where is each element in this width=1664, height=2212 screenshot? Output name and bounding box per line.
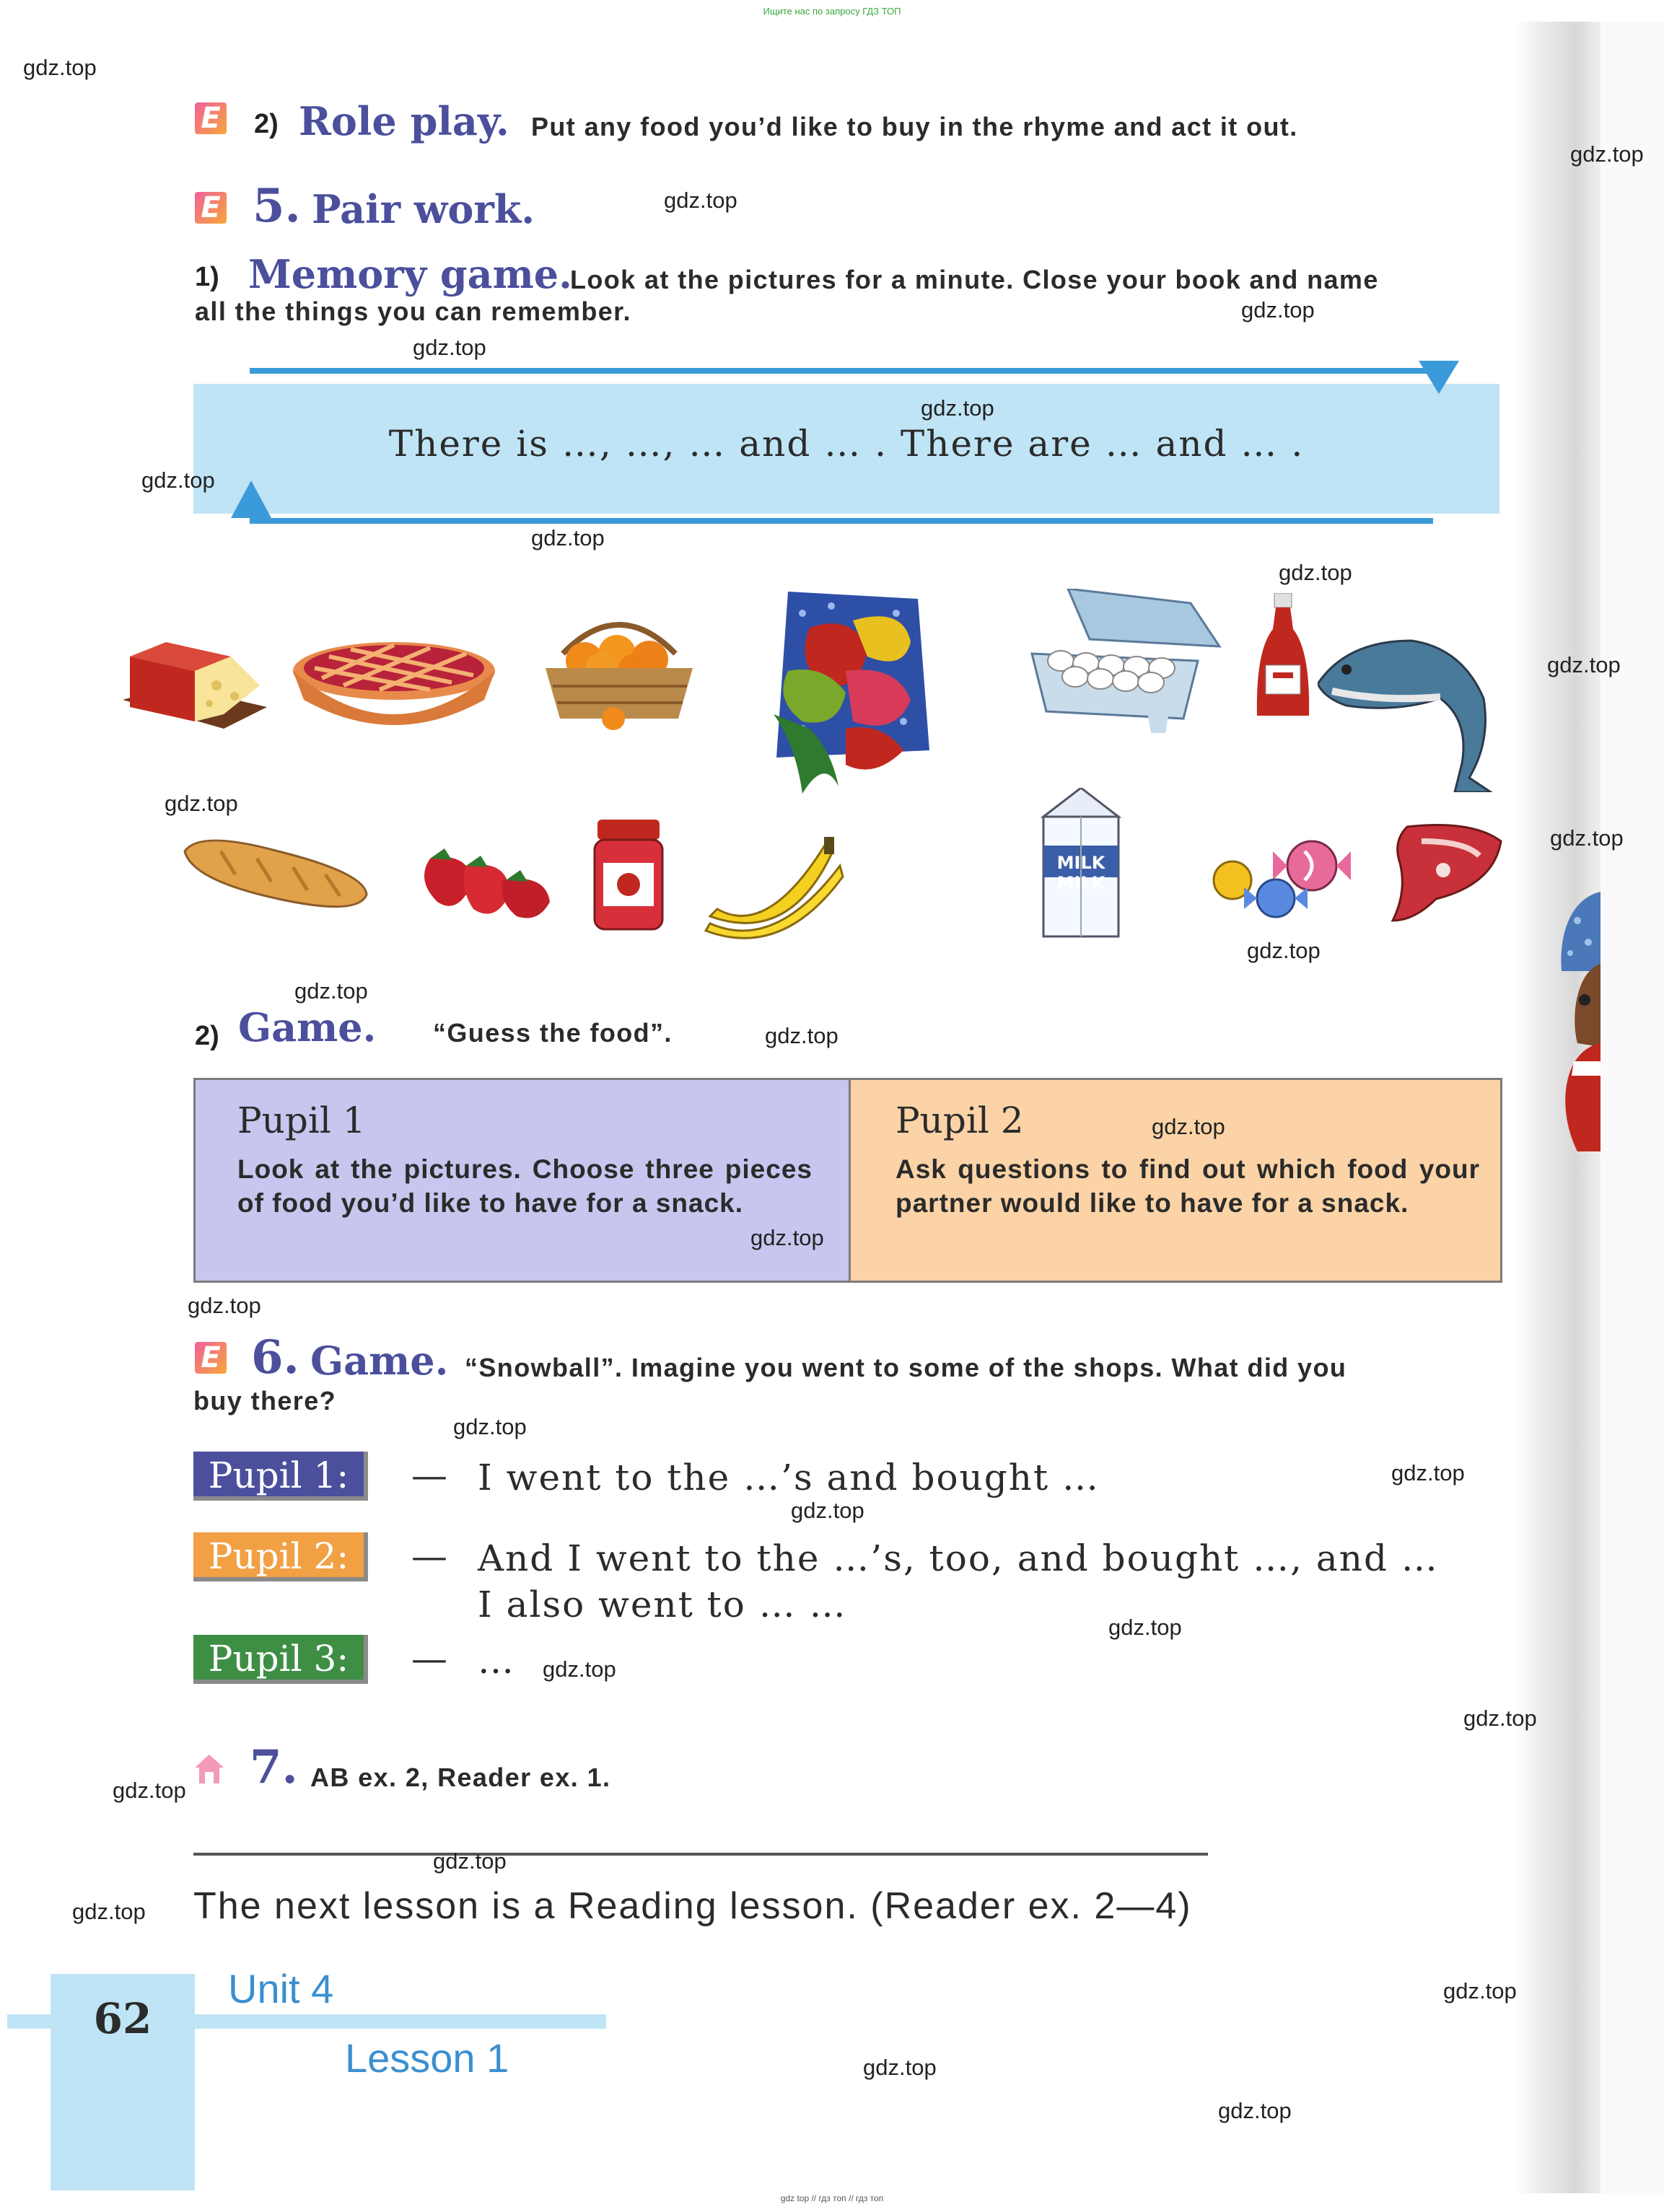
watermark: gdz.top bbox=[543, 1656, 616, 1682]
watermark: gdz.top bbox=[453, 1414, 527, 1439]
ex4-title: Role play. bbox=[299, 98, 509, 144]
next-lesson-note: The next lesson is a Reading lesson. (Reader ex. 2—4) bbox=[193, 1885, 1192, 1927]
watermark: gdz.top bbox=[1547, 652, 1621, 677]
pupil1-line: I went to the …’s and bought … bbox=[478, 1457, 1100, 1498]
ex5-part2-title: Game. bbox=[238, 1004, 377, 1050]
milk-picture bbox=[1036, 788, 1126, 939]
watermark: gdz.top bbox=[141, 468, 215, 493]
watermark: gdz.top bbox=[1218, 2098, 1292, 2123]
watermark: gdz.top bbox=[1247, 938, 1321, 963]
watermark: gdz.top bbox=[1570, 141, 1644, 167]
ex5-part1-instruction-line2: all the things you can remember. bbox=[195, 297, 631, 326]
watermark: gdz.top bbox=[1550, 825, 1624, 851]
house-icon bbox=[193, 1753, 225, 1785]
watermark: gdz.top bbox=[765, 1023, 838, 1048]
watermark: gdz.top bbox=[413, 335, 486, 360]
jam-picture bbox=[590, 820, 667, 932]
watermark: gdz.top bbox=[863, 2055, 937, 2080]
watermark: gdz.top bbox=[188, 1293, 261, 1318]
watermark: gdz.top bbox=[664, 188, 737, 213]
strawberries-picture bbox=[416, 844, 554, 923]
ketchup-picture bbox=[1253, 593, 1313, 727]
ex5-title: Pair work. bbox=[312, 186, 535, 232]
milk-label: MILK MILK bbox=[1056, 853, 1105, 893]
ex6-instruction-line2: buy there? bbox=[193, 1386, 337, 1416]
fish-picture bbox=[1318, 605, 1498, 792]
watermark: gdz.top bbox=[294, 978, 368, 1004]
watermark: gdz.top bbox=[531, 525, 605, 550]
ex5-part1-instruction-line1: Look at the pictures for a minute. Close your book and name bbox=[570, 265, 1379, 294]
watermark: gdz.top bbox=[23, 55, 97, 80]
watermark: gdz.top bbox=[165, 791, 238, 816]
watermark: gdz.top bbox=[791, 1498, 864, 1523]
banner-line bbox=[250, 368, 1433, 374]
basket-of-oranges-picture bbox=[534, 610, 704, 730]
cheese-picture bbox=[115, 628, 274, 743]
banner-text: There is …, …, … and … . There are … and … . bbox=[388, 423, 1305, 465]
page-edge bbox=[1600, 22, 1664, 2193]
ex7-text: AB ex. 2, Reader ex. 1. bbox=[310, 1763, 611, 1792]
watermark: gdz.top bbox=[1152, 1114, 1225, 1139]
peppers-picture bbox=[759, 584, 944, 801]
watermark: gdz.top bbox=[1391, 1460, 1465, 1485]
divider bbox=[193, 1853, 1208, 1856]
pupil2-text: Ask questions to find out which food your partner would like to have for a snack. bbox=[896, 1154, 1480, 1218]
watermark: gdz.top bbox=[1241, 297, 1315, 322]
footer-note: gdz top // гдз топ // гдз топ bbox=[780, 2193, 884, 2203]
watermark: gdz.top bbox=[1443, 1978, 1517, 2003]
bananas-picture bbox=[703, 837, 844, 945]
pupil2-line1: And I went to the …’s, too, and bought …, and … bbox=[478, 1537, 1439, 1579]
e-book-icon: E bbox=[195, 1342, 227, 1374]
triangle-up-icon bbox=[231, 480, 274, 524]
ex5-part1-number: 1) bbox=[195, 262, 219, 292]
watermark: gdz.top bbox=[113, 1778, 186, 1803]
dialogue-dash: — bbox=[411, 1454, 447, 1496]
pupil3-line: … bbox=[478, 1640, 515, 1682]
ex5-part2-instruction: “Guess the food”. bbox=[433, 1018, 673, 1048]
unit-label: Unit 4 bbox=[228, 1966, 334, 2011]
pupil1-text: Look at the pictures. Choose three pieces of food you’d like to have for a snack. bbox=[237, 1154, 813, 1218]
watermark: gdz.top bbox=[72, 1899, 146, 1924]
pupil2-label: Pupil 2: bbox=[193, 1532, 368, 1581]
e-book-icon: E bbox=[195, 102, 227, 134]
dialogue-dash: — bbox=[411, 1638, 447, 1680]
pupil-roles-table bbox=[193, 1078, 1502, 1283]
bread-picture bbox=[178, 830, 372, 916]
bear-illustration bbox=[1556, 892, 1600, 1151]
ex6-number: 6. bbox=[251, 1330, 299, 1384]
e-book-icon: E bbox=[195, 192, 227, 224]
pie-picture bbox=[286, 635, 502, 729]
page-number: 62 bbox=[93, 1994, 152, 2043]
watermark: gdz.top bbox=[750, 1225, 824, 1250]
watermark: gdz.top bbox=[921, 395, 994, 421]
banner-line bbox=[250, 518, 1433, 524]
header-note: Ищите нас по запросу ГДЗ ТОП bbox=[763, 6, 901, 17]
pupil1-label: Pupil 1: bbox=[193, 1452, 368, 1501]
sweets-picture bbox=[1204, 830, 1362, 923]
ex5-part2-number: 2) bbox=[195, 1021, 219, 1051]
lesson-label: Lesson 1 bbox=[345, 2035, 509, 2081]
watermark: gdz.top bbox=[433, 1848, 507, 1874]
ex6-title: Game. bbox=[310, 1338, 449, 1384]
ex7-number: 7. bbox=[250, 1740, 298, 1794]
pupil2-line2: I also went to … … bbox=[478, 1584, 847, 1625]
watermark: gdz.top bbox=[1463, 1706, 1537, 1731]
ex5-number: 5. bbox=[253, 179, 301, 233]
pupil2-cell bbox=[851, 1080, 1500, 1281]
meat-picture bbox=[1385, 820, 1504, 928]
pupil1-heading: Pupil 1 bbox=[237, 1100, 366, 1141]
eggs-picture bbox=[1025, 589, 1227, 733]
ex5-part1-title: Memory game. bbox=[248, 251, 572, 297]
pupil2-heading: Pupil 2 bbox=[896, 1100, 1024, 1141]
ex6-instruction-line1: “Snowball”. Imagine you went to some of the shops. What did you bbox=[465, 1353, 1347, 1382]
watermark: gdz.top bbox=[1279, 560, 1352, 585]
ex4-sub-number: 2) bbox=[254, 109, 279, 139]
ex4-instruction: Put any food you’d like to buy in the rhyme and act it out. bbox=[531, 112, 1298, 141]
pupil3-label: Pupil 3: bbox=[193, 1635, 368, 1684]
triangle-down-icon bbox=[1419, 361, 1462, 397]
watermark: gdz.top bbox=[1108, 1615, 1182, 1640]
dialogue-dash: — bbox=[411, 1535, 447, 1577]
